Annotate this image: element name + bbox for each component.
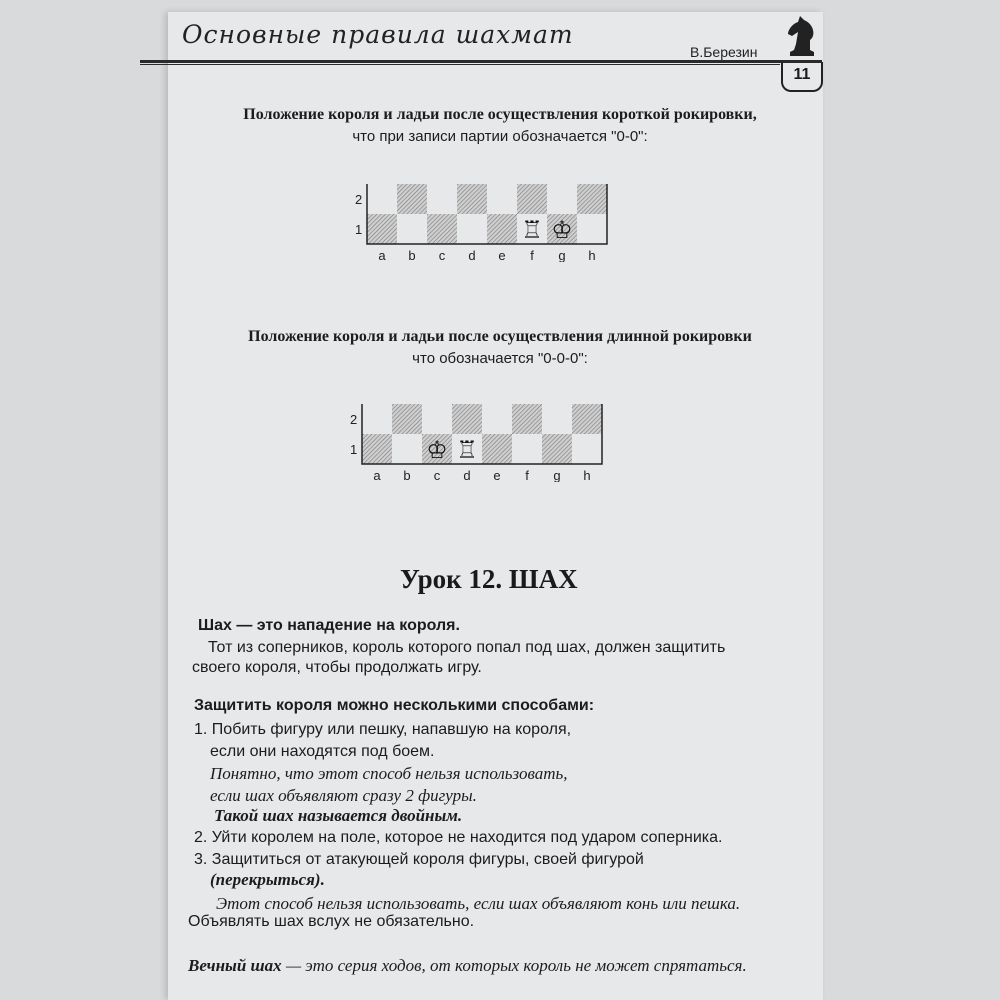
header-author: В.Березин: [690, 44, 758, 60]
file-label: h: [583, 468, 591, 482]
board-square-f2: [517, 184, 547, 214]
perpetual-check-definition: — это серия ходов, от которых король не может спрятаться.: [281, 956, 747, 975]
castling-long-diagram: [340, 402, 610, 482]
castling-short-caption-bold: Положение короля и ладьи после осуществления короткой рокировки,: [243, 106, 757, 123]
board-square-b2: [392, 404, 422, 434]
castling-long-caption: [210, 326, 790, 370]
board-square-e1: [487, 214, 517, 244]
board-square-e1: [482, 434, 512, 464]
perpetual-check-line: [188, 956, 747, 977]
chess-knight-icon: [782, 14, 822, 58]
king-piece: ♔: [426, 436, 448, 464]
rook-piece: ♖: [521, 216, 543, 244]
board-square-d2: [457, 184, 487, 214]
perpetual-check-term: Вечный шах: [188, 956, 282, 975]
file-label: a: [378, 248, 386, 262]
file-label: g: [553, 468, 561, 482]
way-1-cont: если они находятся под боем.: [210, 743, 435, 760]
board-square-d2: [452, 404, 482, 434]
way-2: 2. Уйти королем на поле, которое не находится под ударом соперника.: [194, 829, 723, 846]
board-square-c1: [427, 214, 457, 244]
not-required-line: Объявлять шах вслух не обязательно.: [188, 913, 475, 930]
header-title: Основные правила шахмат: [182, 20, 574, 49]
file-label: h: [588, 248, 596, 262]
paragraph-line: своего короля, чтобы продолжать игру.: [192, 659, 482, 676]
castling-short-caption: [210, 104, 790, 148]
board-square-g1: [542, 434, 572, 464]
ways-heading: Защитить короля можно несколькими способами:: [194, 697, 595, 714]
header-rule-thin: [140, 64, 780, 65]
board-square-f2: [512, 404, 542, 434]
lesson-title: Урок 12. ШАХ: [400, 564, 578, 594]
file-label: e: [493, 468, 501, 482]
file-label: f: [525, 468, 529, 482]
paragraph-line: Тот из соперников, король которого попал под шах, должен защитить: [208, 639, 726, 656]
castling-short-diagram: [345, 182, 615, 262]
king-piece: ♔: [551, 216, 573, 244]
page-number: 11: [781, 62, 823, 92]
board-square-h2: [577, 184, 607, 214]
way-3-note: Этот способ нельзя использовать, если шах объявляют конь или пешка.: [216, 894, 741, 913]
way-3-cont: (перекрыться).: [210, 870, 325, 889]
file-label: d: [463, 468, 471, 482]
check-definition: Шах — это нападение на короля.: [198, 617, 460, 634]
rank-label: 1: [355, 222, 363, 237]
file-label: d: [468, 248, 476, 262]
board-square-b2: [397, 184, 427, 214]
file-label: b: [408, 248, 416, 262]
rank-label: 2: [350, 412, 358, 427]
rank-label: 1: [350, 442, 358, 457]
header-rule: [140, 60, 822, 63]
castling-short-caption-normal: что при записи партии обозначается "0-0":: [352, 128, 648, 145]
castling-long-caption-normal: что обозначается "0-0-0":: [412, 350, 588, 367]
board-square-a1: [367, 214, 397, 244]
way-3: 3. Защититься от атакующей короля фигуры, своей фигурой: [194, 851, 644, 868]
way-1-note-double: Такой шах называется двойным.: [214, 806, 463, 825]
board-square-a1: [362, 434, 392, 464]
rook-piece: ♖: [456, 436, 478, 464]
file-label: b: [403, 468, 411, 482]
way-1-note: Понятно, что этот способ нельзя использовать,: [210, 764, 568, 783]
castling-long-caption-bold: Положение короля и ладьи после осуществления длинной рокировки: [248, 328, 752, 345]
way-1: 1. Побить фигуру или пешку, напавшую на короля,: [194, 721, 572, 738]
file-label: g: [558, 248, 566, 262]
way-1-note: если шах объявляют сразу 2 фигуры.: [210, 786, 477, 805]
file-label: f: [530, 248, 534, 262]
file-label: c: [438, 248, 446, 262]
file-label: a: [373, 468, 381, 482]
file-label: e: [498, 248, 506, 262]
board-square-h2: [572, 404, 602, 434]
rank-label: 2: [355, 192, 363, 207]
file-label: c: [433, 468, 441, 482]
